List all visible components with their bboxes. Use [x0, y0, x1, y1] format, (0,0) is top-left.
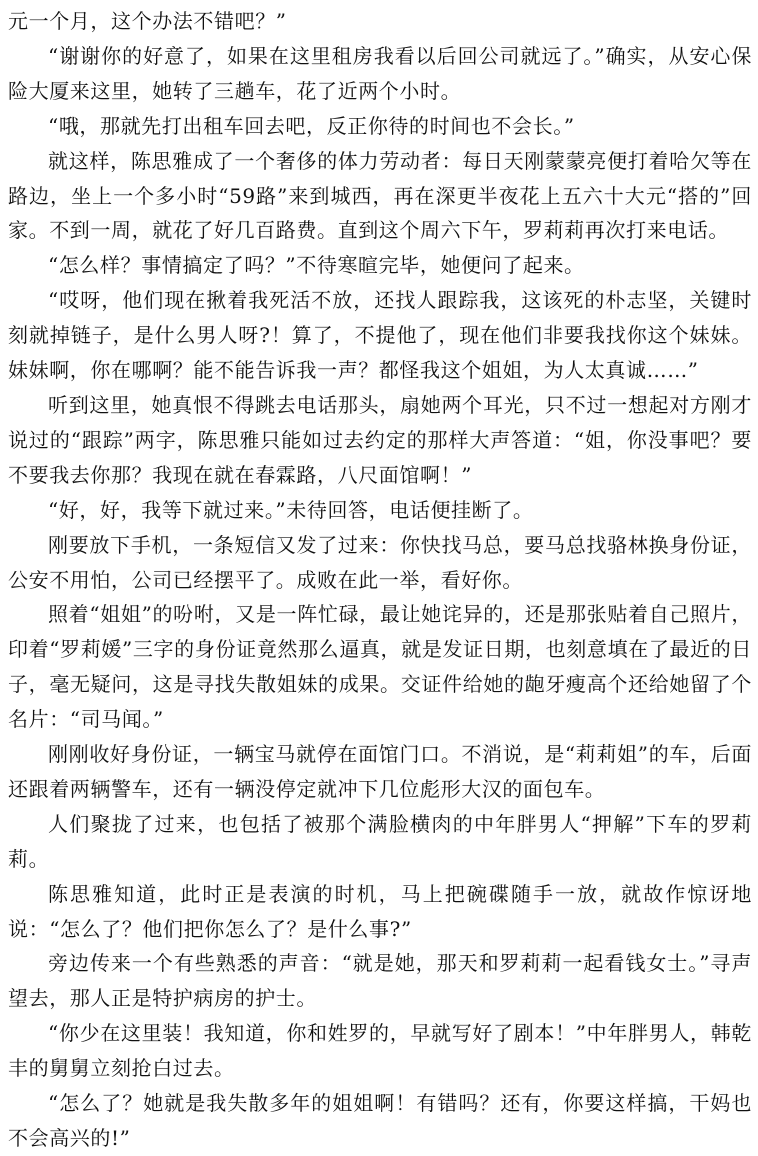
paragraph: 照着“姐姐”的吩咐，又是一阵忙碌，最让她诧异的，还是那张贴着自己照片，印着“罗莉媛”三字的身份证竟然那么逼真，就是发证日期，也刻意填在了最近的日子，毫无疑问，这是寻找失散姐妹的成果。交证件给她的龅牙瘦高个还给她留了个名片：“司马闻。” [8, 602, 752, 732]
paragraph: “怎么了？她就是我失散多年的姐姐啊！有错吗？还有，你要这样搞，干妈也不会高兴的!” [8, 1091, 752, 1150]
paragraph: 陈思雅知道，此时正是表演的时机，马上把碗碟随手一放，就故作惊讶地说：“怎么了？他们把你怎么了？是什么事?” [8, 881, 752, 941]
paragraph: “怎么样？事情搞定了吗？”不待寒暄完毕，她便问了起来。 [48, 253, 585, 278]
paragraph: “好，好，我等下就过来。”未待回答，电话便挂断了。 [48, 497, 534, 522]
paragraph: 刚刚收好身份证，一辆宝马就停在面馆门口。不消说，是“莉莉姐”的车，后面还跟着两辆警车，还有一辆没停定就冲下几位彪形大汉的面包车。 [8, 742, 752, 801]
paragraph: “哎呀，他们现在揪着我死活不放，还找人跟踪我，这该死的朴志坚，关键时刻就掉链子，是什么男人呀?！算了，不提他了，现在他们非要我找你这个妹妹。妹妹啊，你在哪啊？能不能告诉我一声？都怪我这个姐姐，为人太真诚……” [8, 288, 752, 383]
paragraph: 听到这里，她真恨不得跳去电话那头，扇她两个耳光，只不过一想起对方刚才说过的“跟踪”两字，陈思雅只能如过去约定的那样大声答道：“姐，你没事吧？要不要我去你那？我现在就在春霖路，八尺面馆啊！” [8, 392, 752, 487]
paragraph: “哦，那就先打出租车回去吧，反正你待的时间也不会长。” [48, 113, 575, 138]
paragraph: 旁边传来一个有些熟悉的声音：“就是她，那天和罗莉莉一起看钱女士。”寻声望去，那人正是特护病房的护士。 [8, 951, 752, 1011]
paragraph: 人们聚拢了过来，也包括了被那个满脸横肉的中年胖男人“押解”下车的罗莉莉。 [8, 811, 752, 871]
paragraph: 元一个月，这个办法不错吧？” [8, 9, 287, 33]
paragraph: 刚要放下手机，一条短信又发了过来：你快找马总，要马总找骆林换身份证，公安不用怕，公司已经摆平了。成败在此一举，看好你。 [8, 532, 752, 592]
paragraph: 就这样，陈思雅成了一个奢侈的体力劳动者：每日天刚蒙蒙亮便打着哈欠等在路边，坐上一个多小时“59路”来到城西，再在深更半夜花上五六十大元“搭的”回家。不到一周，就花了好几百路费。直到这个周六下午，罗莉莉再次打来电话。 [8, 148, 752, 243]
paragraph: “你少在这里装！我知道，你和姓罗的，早就写好了剧本！”中年胖男人，韩乾丰的舅舅立刻抢白过去。 [8, 1021, 752, 1081]
paragraph: “谢谢你的好意了，如果在这里租房我看以后回公司就远了。”确实，从安心保险大厦来这里，她转了三趟车，花了近两个小时。 [8, 43, 752, 103]
